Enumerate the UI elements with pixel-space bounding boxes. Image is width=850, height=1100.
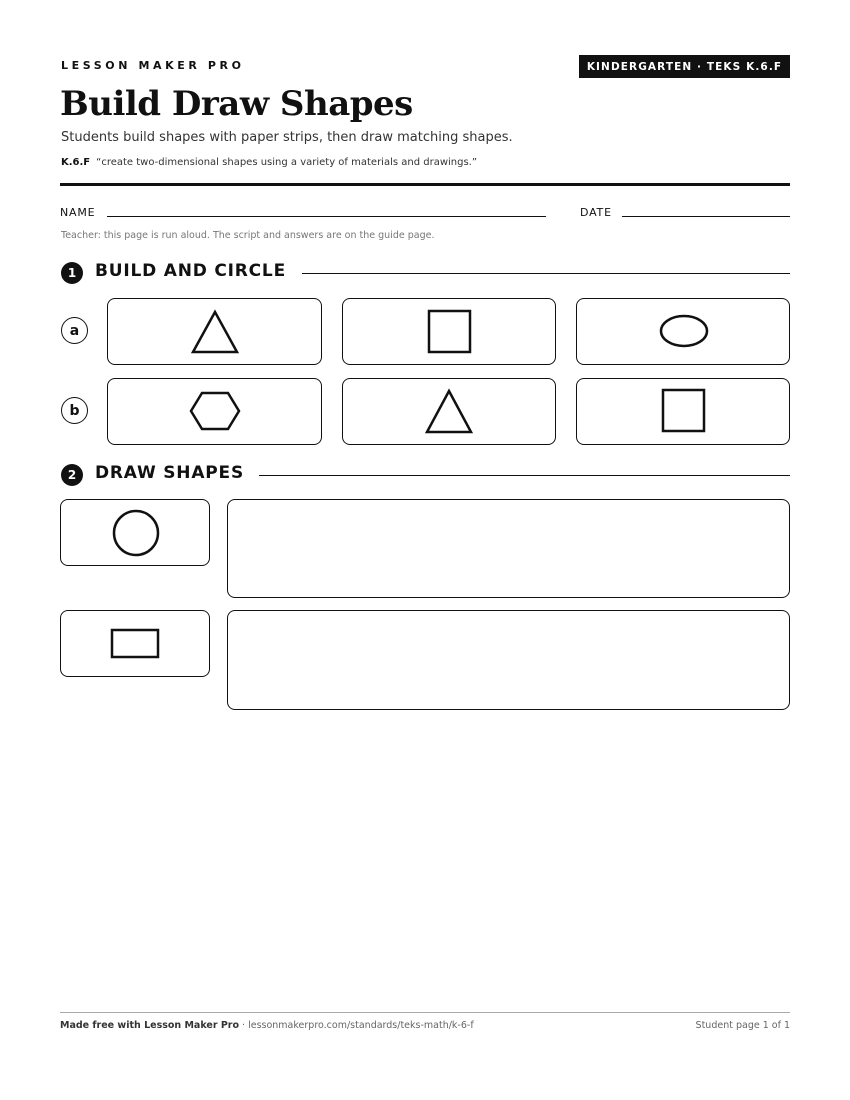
grade-badge: KINDERGARTEN · TEKS K.6.F [579,55,790,78]
shape-choice-a3[interactable] [576,298,790,365]
standard-code: K.6.F [61,157,91,168]
circle-icon [61,500,209,565]
square-icon [343,299,555,364]
drawing-area-2[interactable] [227,610,790,710]
teacher-note: Teacher: this page is run aloud. The script and answers are on the guide page. [61,230,435,241]
model-shape-card-2 [60,610,210,677]
section-1-number: 1 [61,262,83,284]
footer-url[interactable]: · lessonmakerpro.com/standards/teks-math/k-6-f [242,1020,474,1031]
footer-page-number: Student page 1 of 1 [695,1020,790,1031]
date-field[interactable] [622,216,790,217]
square-icon [577,379,789,444]
row-letter-b: b [61,397,88,424]
footer-divider [60,1012,790,1013]
footer-credit [60,1020,474,1031]
standard-text: “create two-dimensional shapes using a variety of materials and drawings.” [96,157,478,168]
triangle-icon [343,379,555,444]
section-2-title: DRAW SHAPES [95,463,245,483]
header-divider [60,183,790,186]
section-1-rule [302,273,790,274]
row-letter-a: a [61,317,88,344]
model-shape-card-1 [60,499,210,566]
name-field[interactable] [107,216,546,217]
shape-choice-b1[interactable] [107,378,322,445]
footer-made-with: Made free with Lesson Maker Pro [60,1020,240,1031]
hexagon-icon [108,379,321,444]
shape-choice-b3[interactable] [576,378,790,445]
section-2-number: 2 [61,464,83,486]
triangle-icon [108,299,321,364]
drawing-area-1[interactable] [227,499,790,598]
name-label: NAME [60,206,96,219]
section-1-title: BUILD AND CIRCLE [95,261,286,281]
shape-choice-a1[interactable] [107,298,322,365]
page-title: Build Draw Shapes [60,84,413,124]
shape-choice-b2[interactable] [342,378,556,445]
date-label: DATE [580,206,612,219]
brand-name: LESSON MAKER PRO [61,59,245,72]
page-subtitle: Students build shapes with paper strips, then draw matching shapes. [61,130,513,145]
rectangle-icon [61,611,209,676]
standard-line [61,157,477,168]
shape-choice-a2[interactable] [342,298,556,365]
section-2-rule [259,475,790,476]
oval-icon [577,299,789,364]
